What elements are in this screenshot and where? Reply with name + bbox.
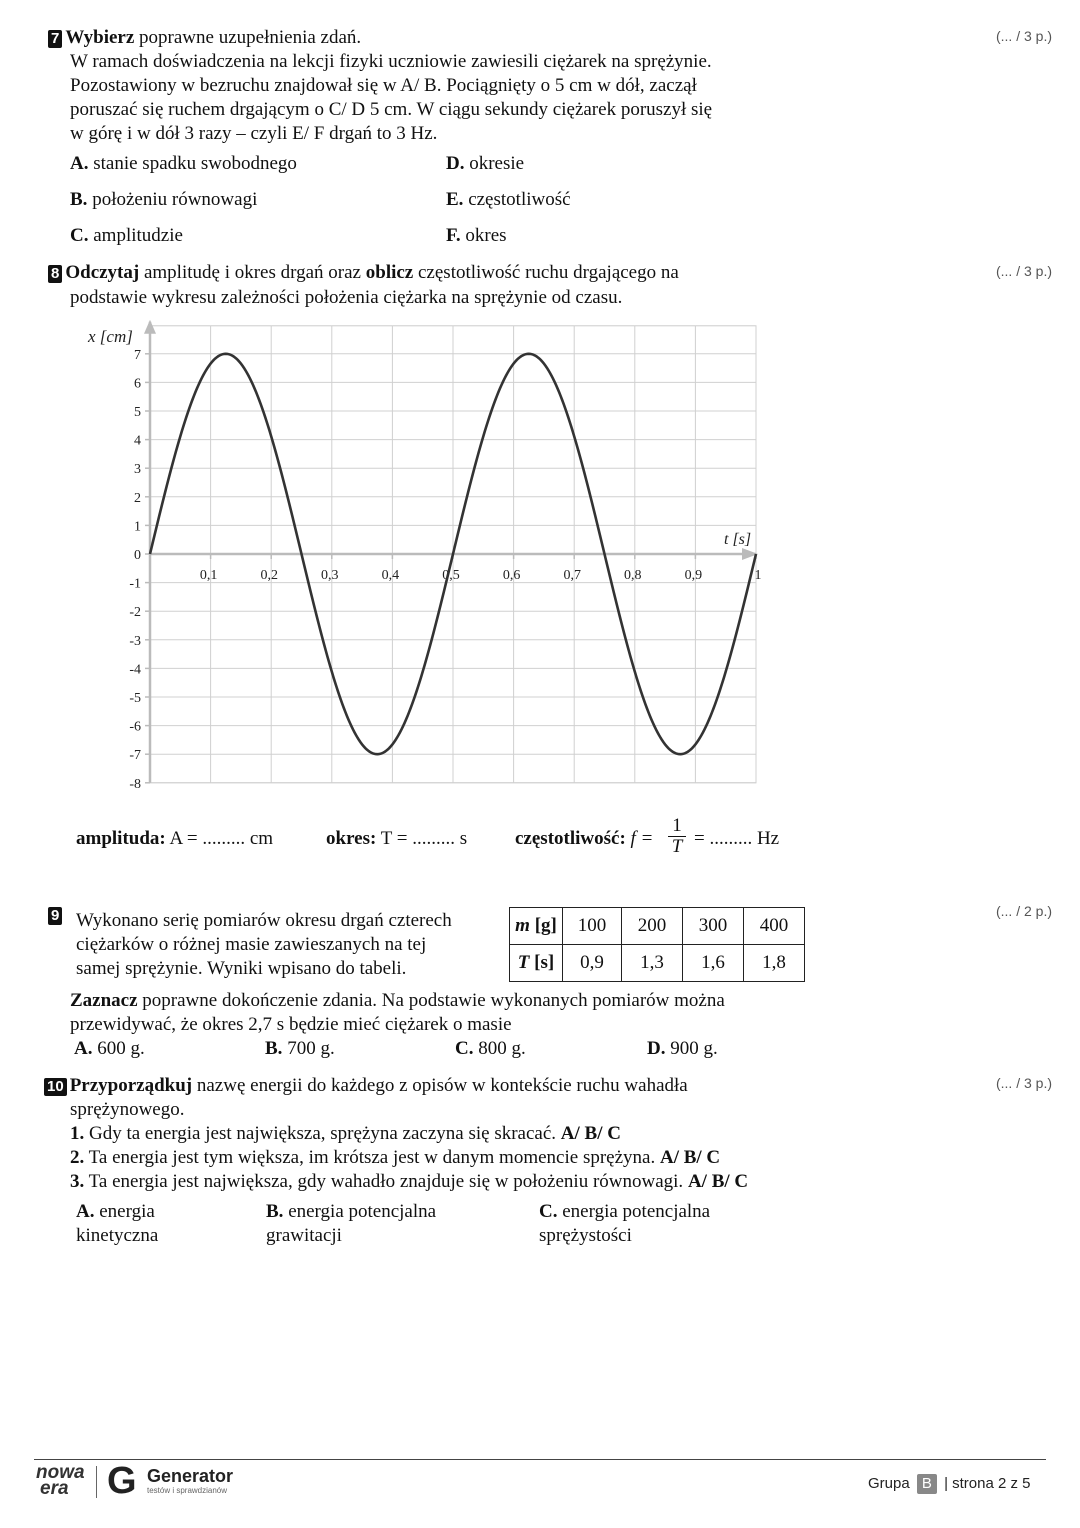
table-cell: 400: [744, 908, 805, 945]
q10-item-3: 3. Ta energia jest największa, gdy wahadło znajduje się w położeniu równowagi. A/ B/ C: [70, 1171, 749, 1192]
x-tick-label: 0,8: [624, 568, 642, 583]
nowa-era-logo: nowa era: [36, 1462, 85, 1499]
table-cell: 0,9: [563, 945, 622, 982]
chart-axes: [144, 320, 758, 783]
y-tick-label: 2: [134, 490, 141, 506]
q7-line: w górę i w dół 3 razy – czyli E/ F drgań to 3 Hz.: [70, 123, 438, 144]
y-tick-label: 6: [134, 376, 141, 392]
table-cell: 200: [622, 908, 683, 945]
y-tick-label: 4: [134, 433, 141, 449]
x-tick-label: 0,9: [684, 568, 703, 583]
q8-amplitude-field[interactable]: amplituda: A = ......... cm: [76, 828, 274, 849]
table-cell: 1,6: [683, 945, 744, 982]
position-time-chart: [0, 320, 800, 800]
q8-frequency-fraction: 1 T: [668, 816, 686, 857]
page-footer-info: Grupa B | strona 2 z 5: [868, 1475, 1031, 1492]
q7-option-c[interactable]: C. amplitudzie: [70, 225, 183, 246]
footer-logo-separator: [96, 1466, 97, 1498]
q9-option-b[interactable]: B. 700 g.: [265, 1038, 335, 1059]
q8-frequency-result[interactable]: = ......... Hz: [694, 828, 780, 849]
y-tick-label: 0: [134, 548, 141, 563]
q7-points: (... / 3 p.): [995, 28, 1052, 44]
q7-number: 7: [48, 30, 62, 48]
table-cell: 100: [563, 908, 622, 945]
q9-measurement-table: m [g] 100 200 300 400 T [s] 0,9 1,3 1,6 1,8: [509, 907, 805, 982]
q9-intro: Wykonano serię pomiarów okresu drgań czterech ciężarków o różnej masie zawieszanych na tej samej sprężynie. Wyniki wpisano do tabeli.: [76, 910, 452, 979]
q9-number-badge: 9: [48, 904, 65, 926]
x-axis-label: t [s]: [724, 531, 752, 548]
y-tick-label: -6: [129, 719, 141, 735]
table-cell: 1,8: [744, 945, 805, 982]
x-tick-label: 0,1: [199, 568, 218, 583]
q8-line: podstawie wykresu zależności położenia ciężarka na sprężynie od czasu.: [70, 287, 623, 308]
q7-line: W ramach doświadczenia na lekcji fizyki uczniowie zawiesili ciężarek na sprężynie.: [70, 51, 712, 72]
q7-option-b[interactable]: B. położeniu równowagi: [70, 189, 258, 210]
q10-item-1-choice[interactable]: A/ B/ C: [560, 1123, 621, 1144]
y-tick-label: -5: [129, 691, 141, 706]
generator-subtitle: testów i sprawdzianów: [147, 1486, 228, 1495]
q9-task: Zaznacz poprawne dokończenie zdania. Na podstawie wykonanych pomiarów można: [70, 990, 725, 1011]
q7-option-f[interactable]: F. okres: [446, 225, 507, 246]
q10-points: (... / 3 p.): [995, 1075, 1052, 1091]
x-tick-label: 0,7: [563, 568, 581, 583]
q9-task-line2: przewidywać, że okres 2,7 s będzie mieć ciężarek o masie: [70, 1014, 512, 1035]
x-tick-label: 0,2: [260, 568, 278, 583]
q9-option-c[interactable]: C. 800 g.: [455, 1038, 526, 1059]
q10-item-2: 2. Ta energia jest tym większa, im krótsza jest w danym momencie sprężyna. A/ B/ C: [70, 1147, 721, 1168]
q7-line: poruszać się ruchem drgającym o C/ D 5 cm. W ciągu sekundy ciężarek poruszył się: [70, 99, 713, 120]
q10-item-1: 1. Gdy ta energia jest największa, sprężyna zaczyna się skracać. A/ B/ C: [70, 1123, 621, 1144]
q8-frequency-field[interactable]: częstotliwość: f =: [515, 828, 654, 849]
footer-divider: [34, 1459, 1046, 1460]
generator-title: Generator: [147, 1466, 234, 1486]
y-tick-label: -1: [129, 576, 141, 592]
x-tick-label: 1: [754, 568, 762, 583]
x-tick-label: 0,5: [442, 568, 460, 583]
q10-line2: sprężynowego.: [70, 1099, 185, 1120]
generator-logo-icon: G: [107, 1460, 137, 1502]
q7-option-e[interactable]: E. częstotliwość: [446, 189, 571, 210]
q7-lead-text: poprawne uzupełnienia zdań.: [134, 27, 362, 48]
q8-heading: 8 Odczytaj amplitudę i okres drgań oraz oblicz częstotliwość ruchu drgającego na: [48, 261, 679, 285]
q8-number: 8: [48, 265, 62, 283]
q10-option-b: B. energia potencjalna grawitacji: [266, 1201, 437, 1246]
group-badge: B: [917, 1474, 937, 1494]
q9-points: (... / 2 p.): [995, 903, 1052, 919]
y-tick-label: -3: [129, 633, 141, 649]
table-cell: 1,3: [622, 945, 683, 982]
y-tick-label: -7: [129, 748, 141, 764]
x-tick-label: 0,4: [381, 568, 400, 583]
q10-option-c: C. energia potencjalna sprężystości: [539, 1201, 711, 1246]
q7-line: Pozostawiony w bezruchu znajdował się w A/ B. Pociągnięty o 5 cm w dół, zaczął: [70, 75, 697, 96]
q7-heading: [48, 26, 361, 50]
table-cell: 300: [683, 908, 744, 945]
q7-lead-bold: Wybierz: [65, 27, 135, 48]
q10-item-3-choice[interactable]: A/ B/ C: [687, 1171, 749, 1192]
q8-period-field[interactable]: okres: T = ......... s: [326, 828, 468, 849]
x-tick-label: 0,3: [321, 568, 339, 583]
y-tick-label: 7: [134, 347, 141, 363]
q9-option-a[interactable]: A. 600 g.: [74, 1038, 145, 1059]
q7-option-a[interactable]: A. stanie spadku swobodnego: [70, 153, 297, 174]
q10-option-a: A. energia kinetyczna: [76, 1201, 159, 1246]
y-tick-label: -4: [129, 662, 141, 678]
q9-option-d[interactable]: D. 900 g.: [647, 1038, 718, 1059]
y-tick-label: 1: [134, 519, 141, 535]
y-tick-label: 3: [134, 462, 141, 478]
y-axis-arrow: [144, 320, 156, 334]
q7-option-d[interactable]: D. okresie: [446, 153, 525, 174]
y-tick-label: -2: [129, 605, 141, 621]
q10-number: 10: [44, 1078, 67, 1096]
y-tick-label: 5: [134, 405, 141, 420]
y-axis-label: x [cm]: [88, 327, 133, 346]
q10-heading: 10 Przyporządkuj nazwę energii do każdego z opisów w kontekście ruchu wahadła: [44, 1074, 688, 1098]
x-tick-label: 0,6: [502, 568, 521, 583]
q10-item-2-choice[interactable]: A/ B/ C: [659, 1147, 721, 1168]
q8-points: (... / 3 p.): [995, 263, 1052, 279]
y-tick-label: -8: [129, 776, 141, 792]
